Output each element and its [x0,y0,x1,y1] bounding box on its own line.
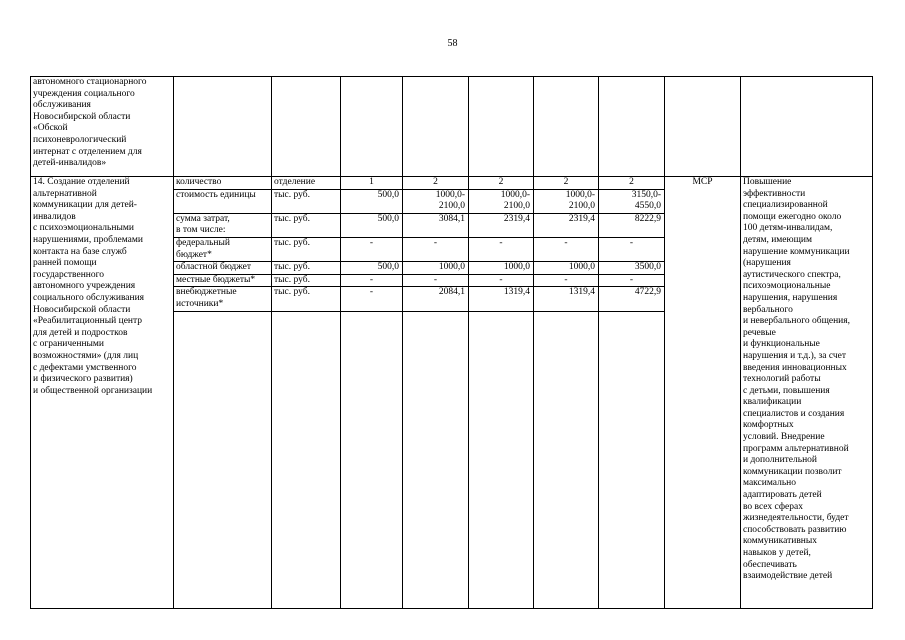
indicator-name: областной бюджет [174,262,272,275]
value-cell: - [341,287,403,311]
value-cell: 500,0 [341,189,403,213]
value-cell: 500,0 [341,262,403,275]
indicator-name: количество [174,177,272,190]
value-cell: 2 [469,177,534,190]
value-cell: 1319,4 [534,287,599,311]
value-cell: 1000,0- 2100,0 [534,189,599,213]
value-cell: 2319,4 [534,213,599,237]
value-cell: 3150,0- 4550,0 [599,189,665,213]
indicator-name: внебюджетные источники* [174,287,272,311]
value-cell: - [599,237,665,261]
indicator-unit: тыс. руб. [272,213,341,237]
executor: МСР [665,177,741,609]
value-cell: 500,0 [341,213,403,237]
value-cell: - [403,274,469,287]
indicator-unit: тыс. руб. [272,262,341,275]
indicator-name: местные бюджеты* [174,274,272,287]
value-cell: 2084,1 [403,287,469,311]
value-cell: 4722,9 [599,287,665,311]
value-cell: 1 [341,177,403,190]
indicator-unit: тыс. руб. [272,274,341,287]
value-cell: 2 [534,177,599,190]
item-title: 14. Создание отделений альтернативной коммуникации для детей- инвалидов с психоэмоциональными нарушениями, проблемами контакта на базе служб ранней помощи государственного автономного учреждения социального обслуживания Новосибирской области «Реабилитационный центр для детей и подростков с ограниченными возможностями» (для лиц с дефектами умственного и физического развития) и общественной организации [31,177,174,609]
indicator-name: федеральный бюджет* [174,237,272,261]
value-cell: - [341,274,403,287]
value-cell: 2319,4 [469,213,534,237]
indicator-name: стоимость единицы [174,189,272,213]
expected-result: Повышение эффективности специализированной помощи ежегодно около 100 детям-инвалидам, детям, имеющим нарушение коммуникации (нарушения аутистического спектра, психоэмоциональные нарушения, нарушения вербального и невербального общения, речевые и функциональные нарушения и т.д.), за счет введения инновационных технологий работы с детьми, повышения квалификации специалистов и создания комфортных условий. Внедрение программ альтернативной и дополнительной коммуникации позволит максимально адаптировать детей во всех сферах жизнедеятельности, будет способствовать развитию коммуникативных навыков у детей, обеспечивать взаимодействие детей [741,177,873,609]
value-cell: 3500,0 [599,262,665,275]
value-cell: 1000,0 [469,262,534,275]
value-cell: 2 [599,177,665,190]
value-cell: 1000,0- 2100,0 [469,189,534,213]
value-cell: 3084,1 [403,213,469,237]
value-cell: 1319,4 [469,287,534,311]
value-cell: - [469,274,534,287]
value-cell: 1000,0 [403,262,469,275]
value-cell: - [599,274,665,287]
value-cell: - [534,274,599,287]
value-cell: - [341,237,403,261]
value-cell: - [534,237,599,261]
indicator-unit: отделение [272,177,341,190]
continuation-row [31,77,873,177]
indicator-unit: тыс. руб. [272,287,341,311]
value-cell: 2 [403,177,469,190]
value-cell: 8222,9 [599,213,665,237]
continuation-title: автономного стационарного учреждения социального обслуживания Новосибирской области «Обской психоневрологический интернат с отделением для детей-инвалидов» [31,77,174,177]
value-cell: 1000,0 [534,262,599,275]
program-table [30,76,873,609]
value-cell: - [469,237,534,261]
indicator-unit: тыс. руб. [272,237,341,261]
value-cell: 1000,0- 2100,0 [403,189,469,213]
indicator-name: сумма затрат, в том числе: [174,213,272,237]
page-number: 58 [447,38,458,49]
indicator-unit: тыс. руб. [272,189,341,213]
value-cell: - [403,237,469,261]
table-row [31,177,873,190]
